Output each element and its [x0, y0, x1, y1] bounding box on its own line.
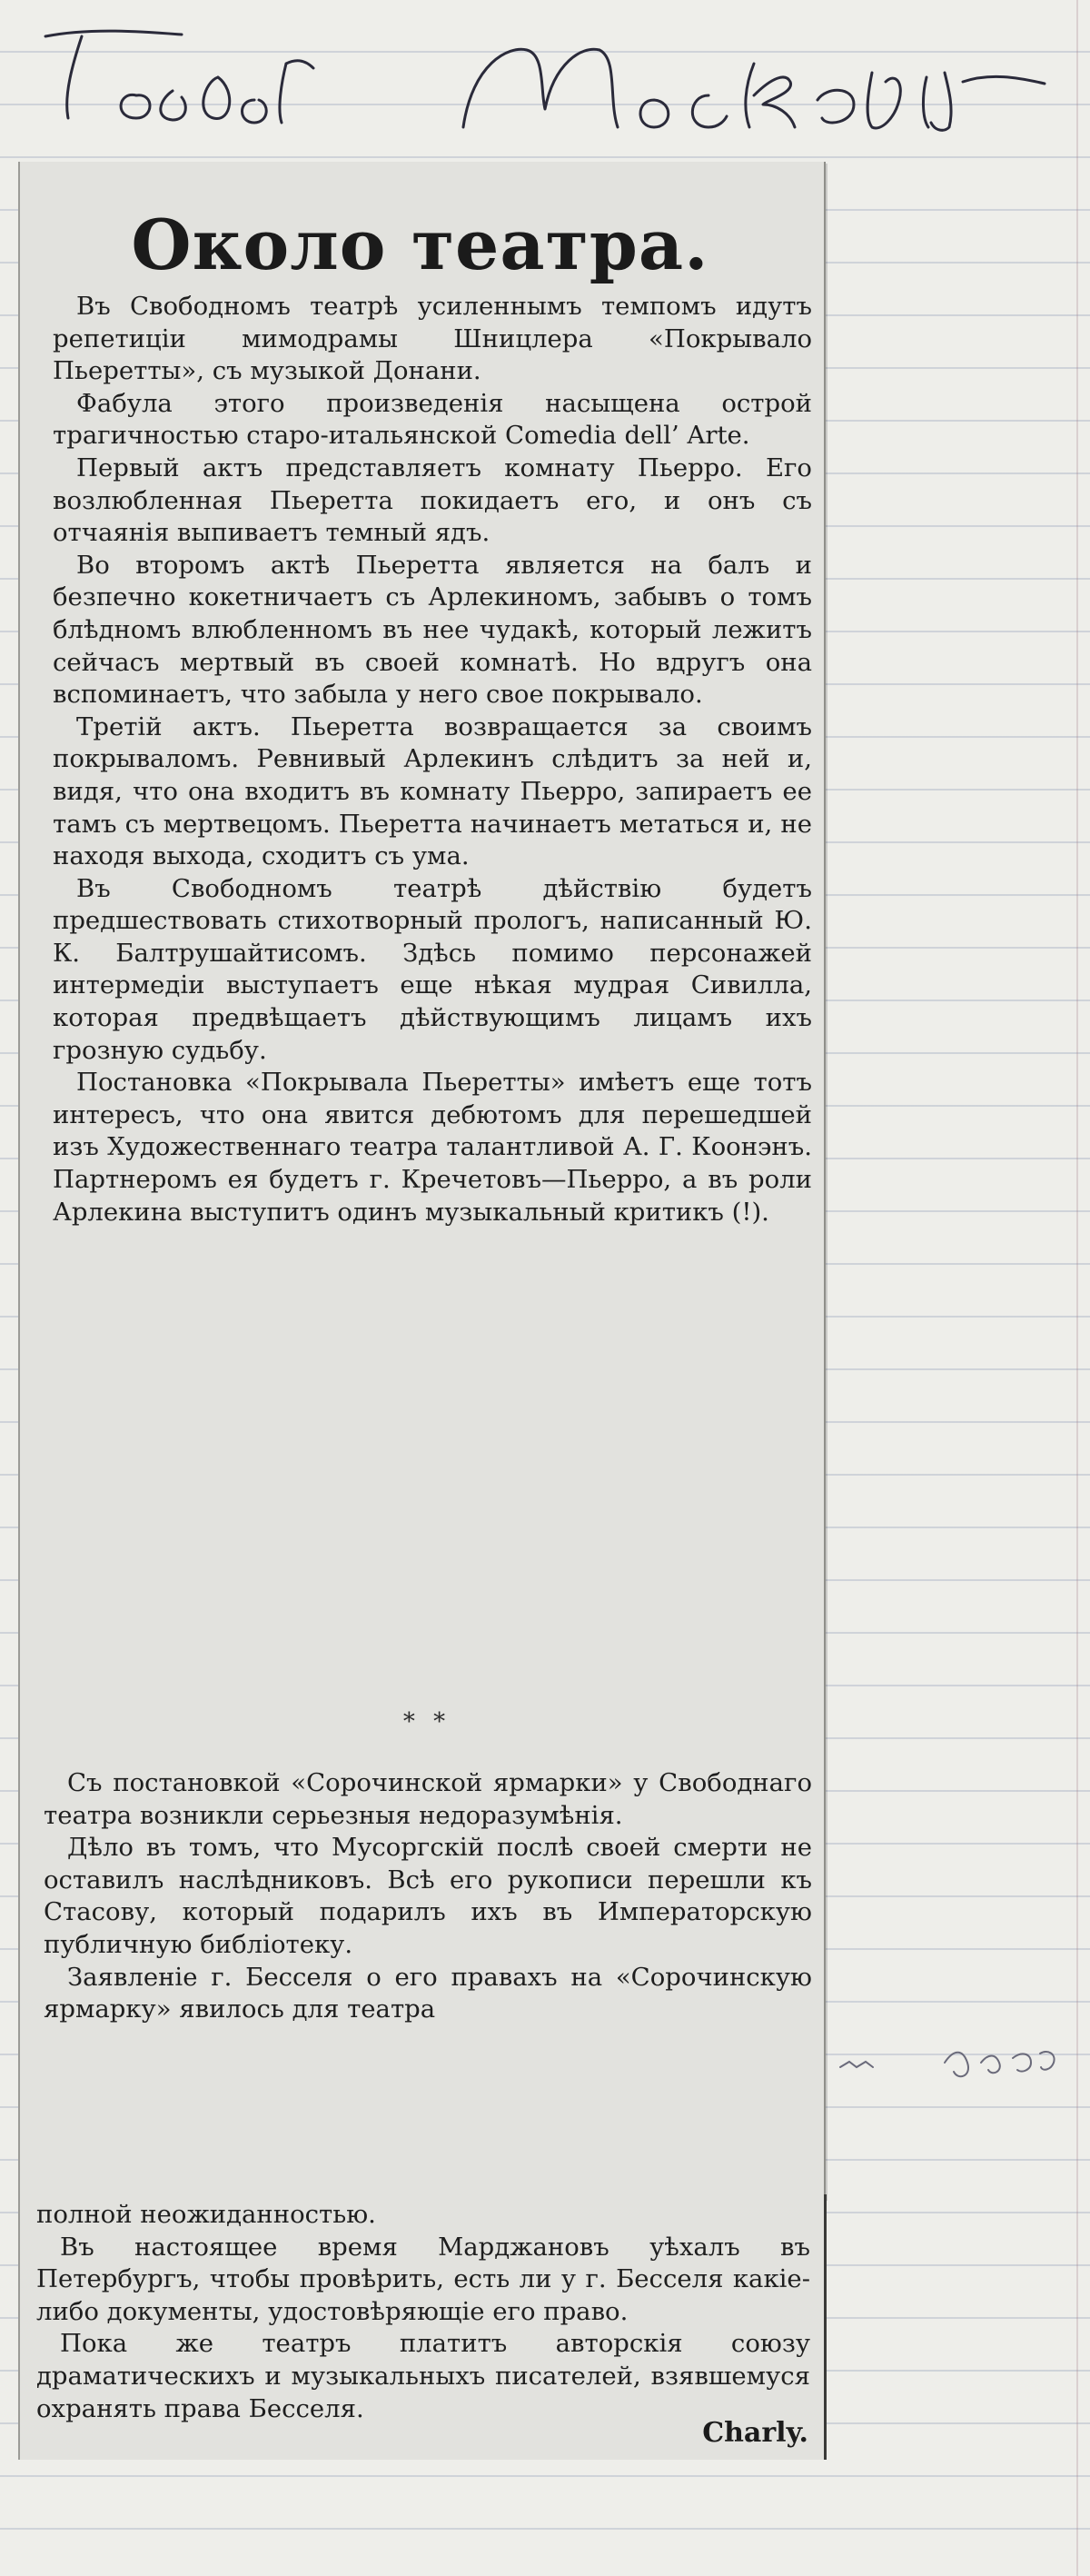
margin-scrawl: [836, 2035, 1072, 2090]
article-paragraph: Въ Свободномъ театрѣ дѣйствію будетъ предшествовать стихотворный прологъ, написанный Ю. К. Балтрушайтисомъ. Здѣсь помимо персонажей интермедіи выступаетъ еще нѣкая мудрая Сивилла, которая предвѣщаетъ дѣйствующимъ лицамъ ихъ грозную судьбу.: [53, 873, 812, 1065]
article-paragraph: Заявленіе г. Бесселя о его правахъ на «Сорочинскую ярмарку» явилось для театра: [44, 1962, 812, 2024]
author-signature: Charly.: [702, 2417, 808, 2449]
handwritten-title-scrawl: [36, 9, 1054, 145]
article-body: [53, 291, 812, 1228]
article-paragraph: Во второмъ актѣ Пьеретта является на балъ и безпечно кокетничаетъ съ Арлекиномъ, забывъ о томъ блѣдномъ влюбленномъ въ нее чудакѣ, который лежитъ сейчасъ мертвый въ своей комнатѣ. Но вдругъ она вспоминаетъ, что забыла у него свое покрывало.: [53, 550, 812, 710]
article-body-second-section: [44, 1767, 812, 2026]
article-headline: Около театра.: [131, 204, 709, 285]
article-paragraph-continuation: полной неожиданностью.: [36, 2200, 376, 2229]
section-separator: * *: [402, 1708, 451, 1736]
page-margin-line: [1076, 0, 1078, 2576]
article-paragraph: Дѣло въ томъ, что Мусоргскій послѣ своей смерти не оставилъ наслѣдниковъ. Всѣ его рукописи перешли къ Стасову, который подарилъ ихъ въ Императорскую публичную библіотеку.: [44, 1833, 812, 1959]
article-paragraph: Фабула этого произведенія насыщена острой трагичностью старо-итальянской Comedia dell’ Arte.: [53, 388, 812, 451]
article-paragraph: Въ настоящее время Марджановъ уѣхалъ въ Петербургъ, чтобы провѣрить, есть ли у г. Бесселя какіе-либо документы, удостовѣряющіе его право.: [36, 2232, 810, 2326]
article-paragraph: Въ Свободномъ театрѣ усиленнымъ темпомъ идутъ репетиціи мимодрамы Шницлера «Покрывало Пьеретты», съ музыкой Донани.: [53, 292, 812, 386]
article-body-continuation: [36, 2199, 810, 2425]
article-paragraph: Съ постановкой «Сорочинской ярмарки» у Свободнаго театра возникли серьезныя недоразумѣнія.: [44, 1768, 812, 1830]
article-paragraph: Постановка «Покрывала Пьеретты» имѣетъ еще тотъ интересъ, что она явится дебютомъ для перешедшей изъ Художественнаго театра талантливой А. Г. Коонэнъ. Партнеромъ ея будетъ г. Кречетовъ—Пьерро, а въ роли Арлекина выступитъ одинъ музыкальный критикъ (!).: [53, 1068, 812, 1227]
article-paragraph: Третій актъ. Пьеретта возвращается за своимъ покрываломъ. Ревнивый Арлекинъ слѣдитъ за ней и, видя, что она входитъ въ комнату Пьерро, запираетъ ее тамъ съ мертвецомъ. Пьеретта начинаетъ метаться и, не находя выхода, сходитъ съ ума.: [53, 711, 812, 871]
article-paragraph: Пока же театръ платитъ авторскія союзу драматическихъ и музыкальныхъ писателей, взявшемуся охранять права Бесселя.: [36, 2329, 810, 2423]
article-paragraph: Первый актъ представляетъ комнату Пьерро. Его возлюбленная Пьеретта покидаетъ его, и онъ съ отчаянія выпиваетъ темный ядъ.: [53, 453, 812, 548]
